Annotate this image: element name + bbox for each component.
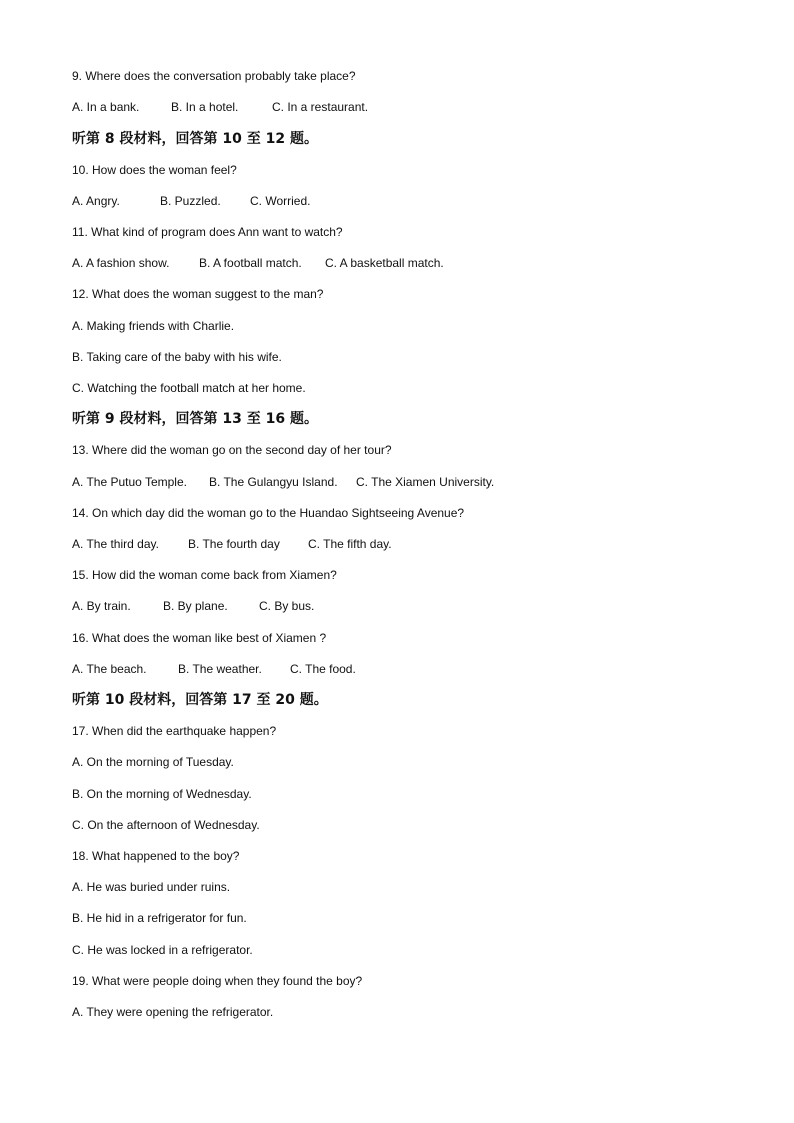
question-19-option-a: A. They were opening the refrigerator. [72,1005,274,1019]
section-heading-9: 听第 9 段材料，回答第 13 至 16 题。 [72,411,318,427]
question-9: 9. Where does the conversation probably take place? [72,69,356,83]
option-c: C. Worried. [250,194,311,208]
option-a: A. In a bank. [72,100,140,114]
question-16: 16. What does the woman like best of Xiamen ? [72,631,327,645]
option-c: C. A basketball match. [325,256,444,270]
option-a: A. A fashion show. [72,256,170,270]
question-17: 17. When did the earthquake happen? [72,724,277,738]
option-a: A. By train. [72,599,131,613]
question-17-option-a: A. On the morning of Tuesday. [72,755,234,769]
question-14-options [72,536,392,552]
question-18-option-b: B. He hid in a refrigerator for fun. [72,911,247,925]
question-10-options [72,193,310,209]
question-10: 10. How does the woman feel? [72,163,237,177]
question-12: 12. What does the woman suggest to the man? [72,287,324,301]
option-b: B. The Gulangyu Island. [209,475,338,489]
option-c: C. The Xiamen University. [356,475,495,489]
question-11-options [72,255,444,271]
question-18-option-c: C. He was locked in a refrigerator. [72,943,253,957]
option-a: A. The third day. [72,537,159,551]
question-13-options [72,474,494,490]
question-15-options [72,598,314,614]
question-17-option-b: B. On the morning of Wednesday. [72,787,252,801]
option-b: B. A football match. [199,256,302,270]
question-16-options [72,661,356,677]
option-b: B. The fourth day [188,537,280,551]
option-b: B. In a hotel. [171,100,239,114]
option-a: A. Angry. [72,194,120,208]
option-b: B. By plane. [163,599,228,613]
question-12-option-c: C. Watching the football match at her home. [72,381,306,395]
question-9-options [72,99,368,115]
option-c: C. The fifth day. [308,537,392,551]
question-11: 11. What kind of program does Ann want to watch? [72,225,343,239]
section-heading-10: 听第 10 段材料，回答第 17 至 20 题。 [72,692,328,708]
question-17-option-c: C. On the afternoon of Wednesday. [72,818,260,832]
question-18: 18. What happened to the boy? [72,849,240,863]
question-14: 14. On which day did the woman go to the Huandao Sightseeing Avenue? [72,506,465,520]
question-18-option-a: A. He was buried under ruins. [72,880,231,894]
question-19: 19. What were people doing when they found the boy? [72,974,363,988]
option-a: A. The Putuo Temple. [72,475,187,489]
option-a: A. The beach. [72,662,147,676]
section-heading-8: 听第 8 段材料，回答第 10 至 12 题。 [72,131,318,147]
option-b: B. The weather. [178,662,262,676]
question-12-option-b: B. Taking care of the baby with his wife. [72,350,282,364]
option-c: C. In a restaurant. [272,100,369,114]
option-b: B. Puzzled. [160,194,221,208]
option-c: C. By bus. [259,599,315,613]
question-15: 15. How did the woman come back from Xiamen? [72,568,337,582]
question-12-option-a: A. Making friends with Charlie. [72,319,235,333]
option-c: C. The food. [290,662,356,676]
question-13: 13. Where did the woman go on the second day of her tour? [72,443,392,457]
